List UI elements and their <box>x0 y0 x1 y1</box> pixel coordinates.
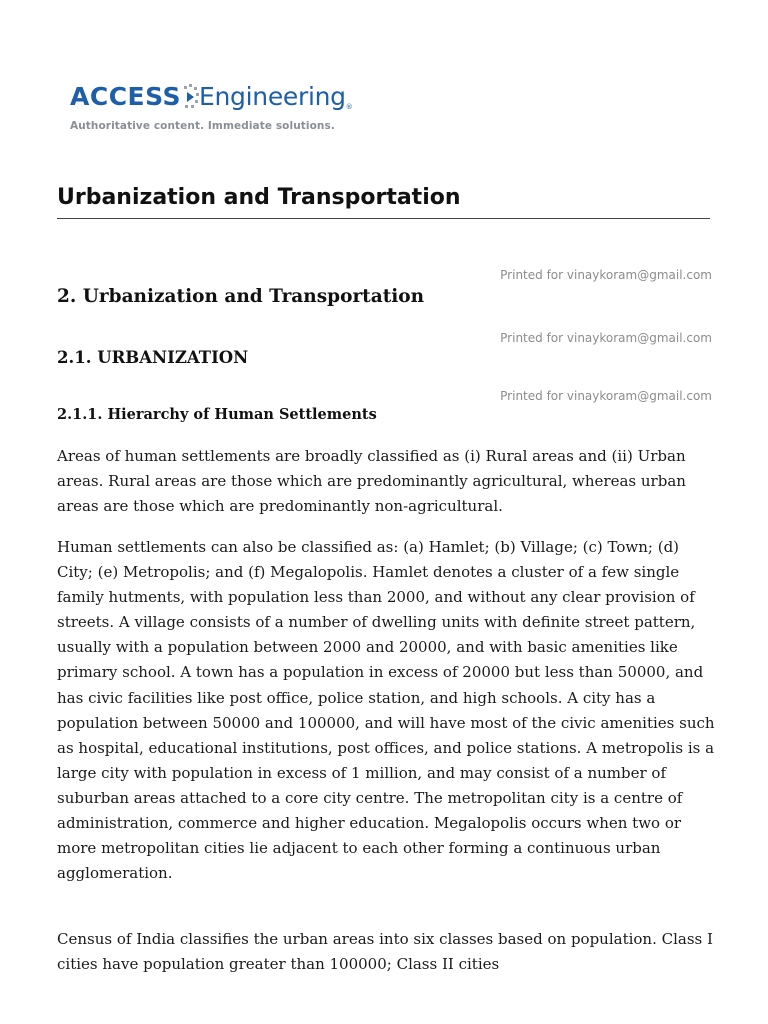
title-divider <box>57 218 710 219</box>
subsection-heading: 2.1.1. Hierarchy of Human Settlements <box>57 406 377 423</box>
body-paragraph: Human settlements can also be classified as: (a) Hamlet; (b) Village; (c) Town; (d) City; (e) Metropolis; and (f) Megalopolis. Hamlet denotes a cluster of a few single family hutments, with population less than 2000, and without any clear provision of streets. A village consists of a number of dwelling units with definite street pattern, usually with a population between 2000 and 20000, and with basic amenities like primary school. A town has a population in excess of 20000 but less than 50000, and has civic facilities like post office, police station, and high schools. A city has a population between 50000 and 100000, and will have most of the civic amenities such as hospital, educational institutions, post offices, and police stations. A metropolis is a large city with population in excess of 1 million, and may consist of a number of suburban areas attached to a core city centre. The metropolitan city is a centre of administration, commerce and higher education. Megalopolis occurs when two or more metropolitan cities lie adjacent to each other forming a continuous urban agglomeration. <box>57 538 715 883</box>
chapter-heading: 2. Urbanization and Transportation <box>57 286 425 307</box>
printed-for-note: Printed for vinaykoram@gmail.com <box>500 389 712 403</box>
printed-for-note: Printed for vinaykoram@gmail.com <box>500 268 712 282</box>
logo-wordmark <box>70 82 353 118</box>
section-heading: 2.1. URBANIZATION <box>57 348 249 367</box>
access-engineering-logo[interactable] <box>70 82 360 142</box>
body-paragraph: Census of India classifies the urban areas into six classes based on population. Class I cities have population greater than 100000; Class II cities <box>57 930 713 974</box>
logo-tagline: Authoritative content. Immediate solutions. <box>70 120 335 132</box>
body-paragraph: Areas of human settlements are broadly classified as (i) Rural areas and (ii) Urban areas. Rural areas are those which are predominantly agricultural, whereas urban areas are those which are predominantly non-agricultural. <box>57 447 686 516</box>
printed-for-note: Printed for vinaykoram@gmail.com <box>500 331 712 345</box>
document-title: Urbanization and Transportation <box>57 185 461 210</box>
logo-registered-mark: ® <box>345 103 353 111</box>
logo-engineering-text: Engineering <box>199 82 346 111</box>
gear-icon <box>182 84 200 110</box>
logo-access-text: ACCESS <box>70 82 182 111</box>
